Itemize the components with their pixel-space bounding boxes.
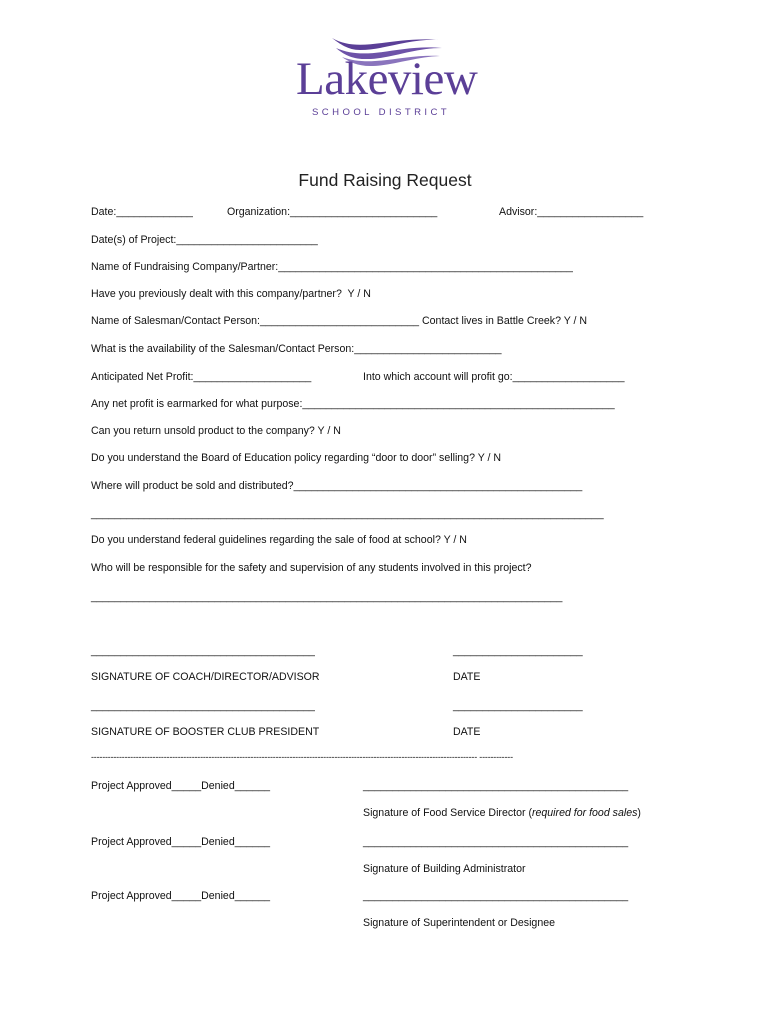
fundraising-company-field[interactable]: Name of Fundraising Company/Partner:__________________________________________________ bbox=[91, 261, 573, 273]
building-approval-field[interactable]: Project Approved_____Denied______ bbox=[91, 836, 271, 848]
federal-guidelines-question: Do you understand federal guidelines regarding the sale of food at school? Y / N bbox=[91, 534, 467, 546]
booster-date-label: DATE bbox=[453, 726, 481, 738]
food-service-label-text: Signature of Food Service Director ( bbox=[363, 807, 532, 819]
logo-subtitle: SCHOOL DISTRICT bbox=[312, 107, 451, 118]
food-approval-field[interactable]: Project Approved_____Denied______ bbox=[91, 780, 271, 792]
superintendent-signature-line[interactable]: _____________________________________________ bbox=[363, 890, 629, 902]
date-field[interactable]: Date:_____________ bbox=[91, 206, 193, 218]
account-field[interactable]: Into which account will profit go:___________________ bbox=[363, 371, 625, 383]
previously-dealt-question: Have you previously dealt with this company/partner? Y / N bbox=[91, 288, 371, 300]
district-logo bbox=[290, 32, 480, 124]
availability-field[interactable]: What is the availability of the Salesman/Contact Person:_________________________ bbox=[91, 343, 502, 355]
responsible-question: Who will be responsible for the safety and supervision of any students involved in this project? bbox=[91, 562, 532, 574]
superintendent-approval-field[interactable]: Project Approved_____Denied______ bbox=[91, 890, 271, 902]
net-profit-field[interactable]: Anticipated Net Profit:____________________ bbox=[91, 371, 312, 383]
food-service-note: required for food sales bbox=[531, 807, 638, 819]
responsible-answer-line[interactable]: ________________________________________________________________________________ bbox=[91, 591, 563, 603]
project-dates-field[interactable]: Date(s) of Project:________________________ bbox=[91, 234, 318, 246]
coach-date-label: DATE bbox=[453, 671, 481, 683]
advisor-field[interactable]: Advisor:__________________ bbox=[499, 206, 644, 218]
food-service-paren: ) bbox=[637, 807, 641, 819]
booster-date-line[interactable]: ______________________ bbox=[453, 700, 583, 712]
food-service-label bbox=[363, 808, 641, 819]
booster-signature-label: SIGNATURE OF BOOSTER CLUB PRESIDENT bbox=[91, 726, 320, 738]
door-to-door-question: Do you understand the Board of Education policy regarding “door to door” selling? Y / N bbox=[91, 452, 502, 464]
building-admin-signature-line[interactable]: _____________________________________________ bbox=[363, 836, 629, 848]
dashed-divider: ------------------------------------------------------------------------------------------------------------------------------------------ ------------ bbox=[91, 752, 513, 762]
coach-signature-label: SIGNATURE OF COACH/DIRECTOR/ADVISOR bbox=[91, 671, 320, 683]
booster-signature-line[interactable]: ______________________________________ bbox=[91, 700, 315, 712]
blank-answer-line[interactable]: _______________________________________________________________________________________ bbox=[91, 508, 604, 520]
where-sold-field[interactable]: Where will product be sold and distributed?_________________________________________________ bbox=[91, 480, 583, 492]
logo-wordmark: Lakeview bbox=[296, 53, 478, 105]
page-title: Fund Raising Request bbox=[298, 170, 472, 190]
organization-field[interactable]: Organization:_________________________ bbox=[227, 206, 438, 218]
coach-signature-line[interactable]: ______________________________________ bbox=[91, 645, 315, 657]
building-admin-label: Signature of Building Administrator bbox=[363, 863, 526, 875]
salesman-field[interactable]: Name of Salesman/Contact Person:___________________________ Contact lives in Battle Creek? Y / N bbox=[91, 315, 588, 327]
superintendent-label: Signature of Superintendent or Designee bbox=[363, 917, 555, 929]
return-product-question: Can you return unsold product to the company? Y / N bbox=[91, 425, 341, 437]
food-service-signature-line[interactable]: _____________________________________________ bbox=[363, 780, 629, 792]
coach-date-line[interactable]: ______________________ bbox=[453, 645, 583, 657]
earmarked-field[interactable]: Any net profit is earmarked for what purpose:_____________________________________________________ bbox=[91, 398, 615, 410]
